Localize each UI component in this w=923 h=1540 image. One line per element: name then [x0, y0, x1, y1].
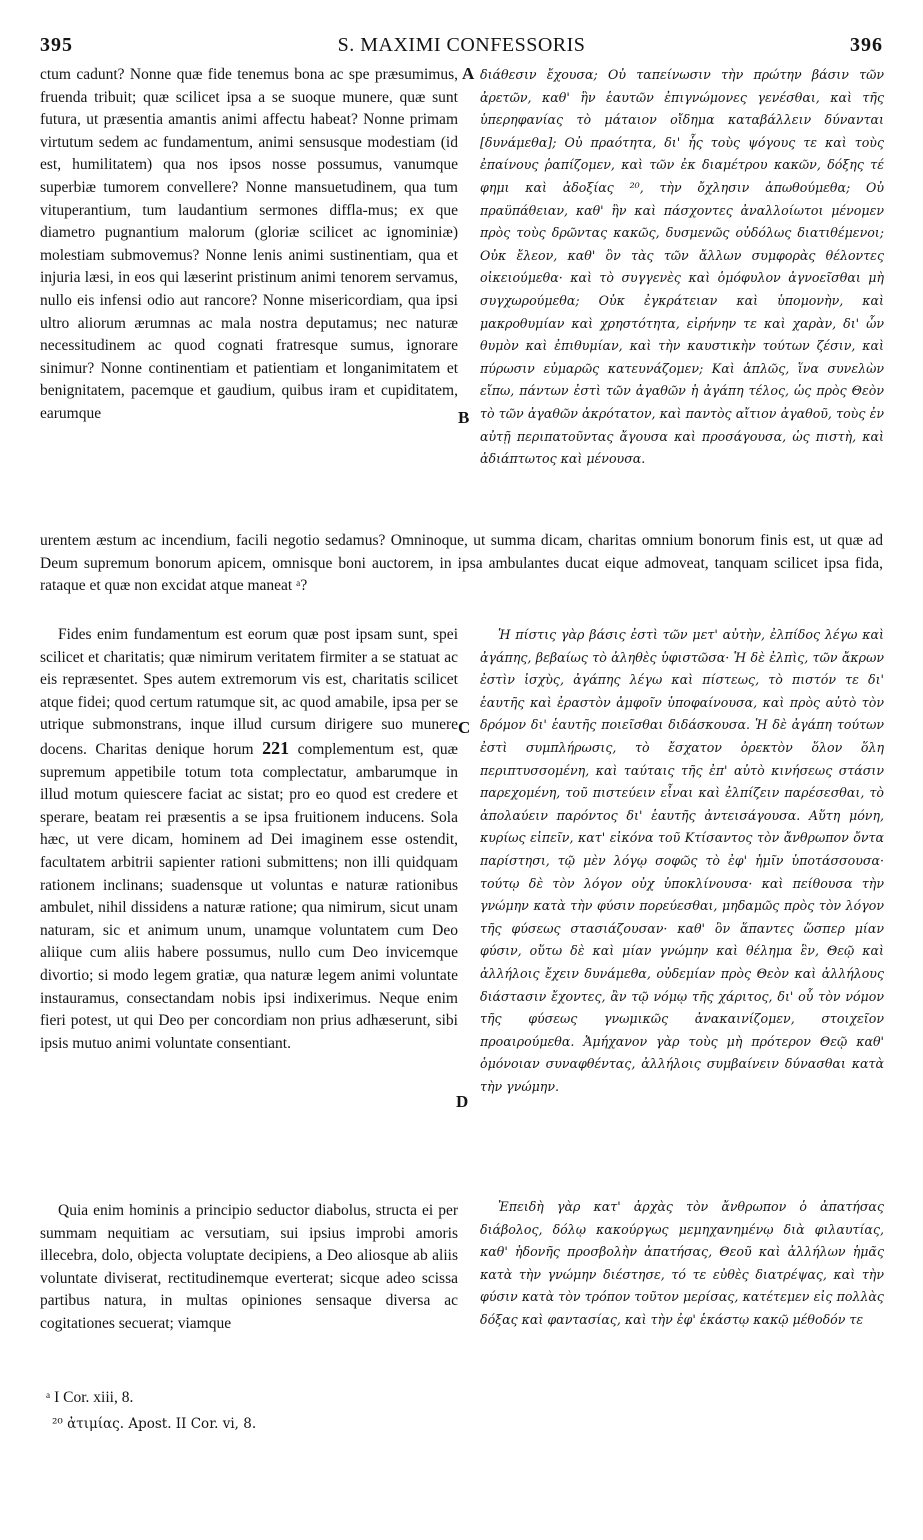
greek-column-mid	[480, 624, 884, 1098]
section-marker-a: A	[462, 64, 475, 83]
footnote-a: ᵃ I Cor. xiii, 8.	[46, 1389, 134, 1406]
greek-paragraph: Ἡ πίστις γὰρ βάσις ἐστὶ τῶν μετ' αὐτὴν, ἐλπίδος λέγω καὶ ἀγάπης, βεβαίως τὸ ἀληθὲς ὑφιστῶσα· Ἡ δὲ ἐλπὶς, τῶν ἄκρων ἐστὶν ἰσχὺς, ἀγάπης λέγω καὶ πίστεως, τὸ πιστόν τε δι' ἑαυτῆς καὶ ἐραστὸν ἀμφοῖν ὑποφαίνουσα, καὶ πρὸς αὐτὸ τὸν δρόμον δι' ἑαυτῆς ποιεῖσθαι διδάσκουσα. Ἡ δὲ ἀγάπη τούτων ἐστὶ συμπλήρωσις, τὸ ἔσχατον ὀρεκτὸν ὅλον ὅλη περιπτυσσομένη, καὶ ταύταις τῆς ἐπ' αὐτὸ κινήσεως στάσιν παρεχομένη, τοῦ πιστεύειν εἶναι καὶ ἐλπίζειν παρέσεσθαι, τὸ ἀπολαύειν παρόντος δι' ἑαυτῆς ἀντεισάγουσα. Αὕτη μόνη, κυρίως εἰπεῖν, κατ' εἰκόνα τοῦ Κτίσαντος τὸν ἄνθρωπον ὄντα παρίστησι, τῷ μὲν λόγῳ σοφῶς τὸ ἐφ' ἡμῖν ὑποτάσσουσα· τούτῳ δὲ τὸν λόγον οὐχ ὑποκλίνουσα· καὶ πείθουσα τὴν γνώμην κατὰ τὴν φύσιν πορεύεσθαι, μηδαμῶς πρὸς τὸν λόγον τῆς φύσεως στασιάζουσαν· καθ' ὃν ἅπαντες ὥσπερ μίαν φύσιν, οὕτω δὲ καὶ μίαν γνώμην καὶ θέλημα ἓν, Θεῷ καὶ ἀλλήλοις ἔχειν δυνάμεθα, οὐδεμίαν πρὸς Θεὸν καὶ ἀλλήλους διάστασιν ἔχοντες, ἂν τῷ νόμῳ τῆς χάριτος, δι' οὗ τὸν νόμον τῆς φύσεως γνωμικῶς ἀνακαινίζομεν, στοιχεῖον προαιρούμεθα. Ἀμήχανον γὰρ τοὺς μὴ πρότερον Θεῷ καθ' ὁμόνοιαν συναφθέντας, ἀλλήλοις συμβαίνειν δύνασθαι κατὰ τὴν γνώμην.	[480, 627, 884, 1094]
section-marker-c: C	[458, 718, 471, 737]
page-number-left: 395	[40, 34, 73, 56]
latin-column-bottom	[40, 1200, 458, 1336]
greek-paragraph: Ἐπειδὴ γὰρ κατ' ἀρχὰς τὸν ἄνθρωπον ὁ ἀπατήσας διάβολος, δόλῳ κακούργως μεμηχανημένῳ διὰ φιλαυτίας, καθ' ἡδονῆς προσβολὴν ἀπατήσας, Θεοῦ καὶ ἀλλήλων ἡμᾶς κατὰ τὴν γνώμην διέστησε, τό τε εὐθὲς διατρέψας, καὶ τὴν φύσιν κατὰ τὸν τρόπον τοῦτον μερίσας, κατέτεμεν εἰς πολλὰς δόξας καὶ φαντασίας, καὶ τὴν ἐφ' ἑκάστῳ κακῷ μέθοδόν τε	[480, 1199, 884, 1327]
footnote-20: ²⁰ ἀτιμίας. Apost. II Cor. vi, 8.	[52, 1416, 257, 1432]
footnotes	[40, 1385, 883, 1437]
running-title: S. MAXIMI CONFESSORIS	[337, 34, 586, 56]
latin-paragraph-full: urentem æstum ac incendium, facili negotio sedamus? Omninoque, ut summa dicam, charitas omnium bonorum finis est, ut quæ ad Deum supremum bonorum apicem, omnisque boni auctorem, in ipsa ambulantes ducat eique admoveat, tanquam scilicet ipsa fida, rataque et quæ non excidat atque maneat ᵃ?	[40, 532, 883, 595]
latin-text: Fides enim fundamentum est eorum quæ post ipsam sunt, spei scilicet et charitatis; quæ nimirum veritatem firmiter a se statuat ac eis repræsentet. Spes autem extremorum vis est, charitatis scilicet atque fidei; quod certum ratumque sit, ac quod amabile, ipsa per se utrique submonstrans, inque illud cursum dirigere suo munere docens. Charitas denique horum	[40, 626, 458, 758]
greek-column-bottom	[480, 1196, 884, 1332]
latin-full-width	[40, 530, 883, 598]
latin-paragraph: Quia enim hominis a principio seductor diabolus, structa ei per summam nequitiam ac versutiam, sui ipsius improbi amoris illecebra, dolo, objecta voluptate decipiens, a Deo aliosque ab aliis voluntate diviserat, rectitudinemque everterat; sicque adeo scissa partibus natura, in multas opiniones sensaque diversa ac cogitationes secuerat; viamque	[40, 1202, 458, 1332]
greek-column-top	[480, 64, 884, 471]
page-number-right: 396	[850, 34, 883, 56]
section-marker-d: D	[456, 1092, 469, 1111]
latin-column-mid	[40, 624, 458, 1055]
running-header	[40, 34, 883, 60]
latin-column-top	[40, 64, 458, 426]
latin-paragraph: ctum cadunt? Nonne quæ fide tenemus bona ac spe præsumimus, fruenda tribuit; quæ scilicet ipsa a se suoque munere, quæ sunt futura, ut præsentia amantis animi affectu habeat? Nonne primam virtutum sedem ac fundamentum, animi sensusque modestiam (id est, humilitatem) qua nos ipsos nosse possumus, vanumque superbiæ tumorem convellere? Nonne mansuetudinem, qua tum vituperantium, tum laudantium sermones diffla-mus; ex que diametro pugnantium malorum (gloriæ scilicet ac ignominiæ) molestiam submovemus? Nonne lenis animi sustinentiam, qua et injuria læsi, in eos qui læserint pristinum animi tenorem servamus, nullo eis infensi odio aut rancore? Nonne misericordiam, qua ipsi ultro aliorum ærumnas ac mala nostra deputamus; nec naturæ necessitudinem ac quod cognati fratresque sumus, ignorare sinimur? Nonne continentiam et patientiam et longanimitatem et benignitatem, pacemque et gaudium, quibus iram et cupiditatem, earumque	[40, 66, 458, 422]
latin-paragraph-fides	[40, 624, 458, 1055]
latin-text: complementum est, quæ supremum appetibile totum tota complectatur, ambarumque in illud motum quiescere faciat ac sistat; pro eo quod est credere et sperare, beatam rei præsentis a se ipsa fruitionem inducens. Sola hæc, ut vere dicam, hominem ad Dei imaginem esse ostendit, facultatem arbitrii sapienter rationi submittens; non illi quidquam rationem inclinans; suadensque ut voluntas e naturæ rationibus ambulet, nihil dissidens a naturæ ratione; qua nimirum, sicut unam naturam, sic et animum unum, unamque voluntatem cum Deo aliique cum aliis habere possumus, nullo cum Deo invicemque divortio; si modo legem gratiæ, qua naturæ legem animi voluntate instauramus, consectandam nobis ipsi indixerimus. Neque enim fieri potest, ut qui Deo per concordiam non prius adhæserunt, sibi ipsis mutuo animi voluntate consentiant.	[40, 740, 459, 1052]
inline-page-number: 221	[262, 737, 290, 758]
section-marker-b: B	[458, 408, 470, 427]
greek-paragraph: διάθεσιν ἔχουσα; Οὐ ταπείνωσιν τὴν πρώτην βάσιν τῶν ἀρετῶν, καθ' ἣν ἑαυτῶν ἐπιγνώμονες γενέσθαι, καὶ τῆς ὑπερηφανίας τὸ μάταιον οἴδημα καταβάλλειν δύνανται [δυνάμεθα]; Οὐ πραότητα, δι' ἧς τοὺς ψόγους τε καὶ τοὺς ἐπαίνους ῥαπίζομεν, καὶ τῶν ἐκ διαμέτρου κακῶν, δόξης τέ φημι καὶ ἀδοξίας ²⁰, τὴν ὄχλησιν ἀπωθούμεθα; Οὐ πραϋπάθειαν, καθ' ἣν καὶ πάσχοντες ἀναλλοίωτοι μένομεν πρὸς τοὺς δρῶντας κακῶς, δυσμενῶς οὐδόλως διατιθέμενοι; Οὐκ ἔλεον, καθ' ὃν τὰς τῶν ἄλλων συμφορὰς θέλοντες οἰκειούμεθα· καὶ τὸ συγγενὲς καὶ ὁμόφυλον ἀγνοεῖσθαι μὴ συγχωρούμεθα; Οὐκ ἐγκράτειαν καὶ ὑπομονὴν, καὶ μακροθυμίαν καὶ χρηστότητα, εἰρήνην τε καὶ χαρὰν, δι' ὧν θυμὸν καὶ ἐπιθυμίαν, καὶ τὴν καυστικὴν τούτων ζέσιν, καὶ πύρωσιν εὐμαρῶς κατευνάζομεν; Καὶ ἁπλῶς, ἵνα συνελὼν εἴπω, πάντων ἐστὶ τῶν ἀγαθῶν ἡ ἀγάπη τέλος, ὡς πρὸς Θεὸν τὸ τῶν ἀγαθῶν ἀκρότατον, καὶ παντὸς αἴτιον ἀγαθοῦ, τοὺς ἐν αὐτῇ περιπατοῦντας ἄγουσα καὶ προσάγουσα, ὡς πιστὴ, καὶ ἀδιάπτωτος καὶ μένουσα.	[480, 67, 884, 467]
